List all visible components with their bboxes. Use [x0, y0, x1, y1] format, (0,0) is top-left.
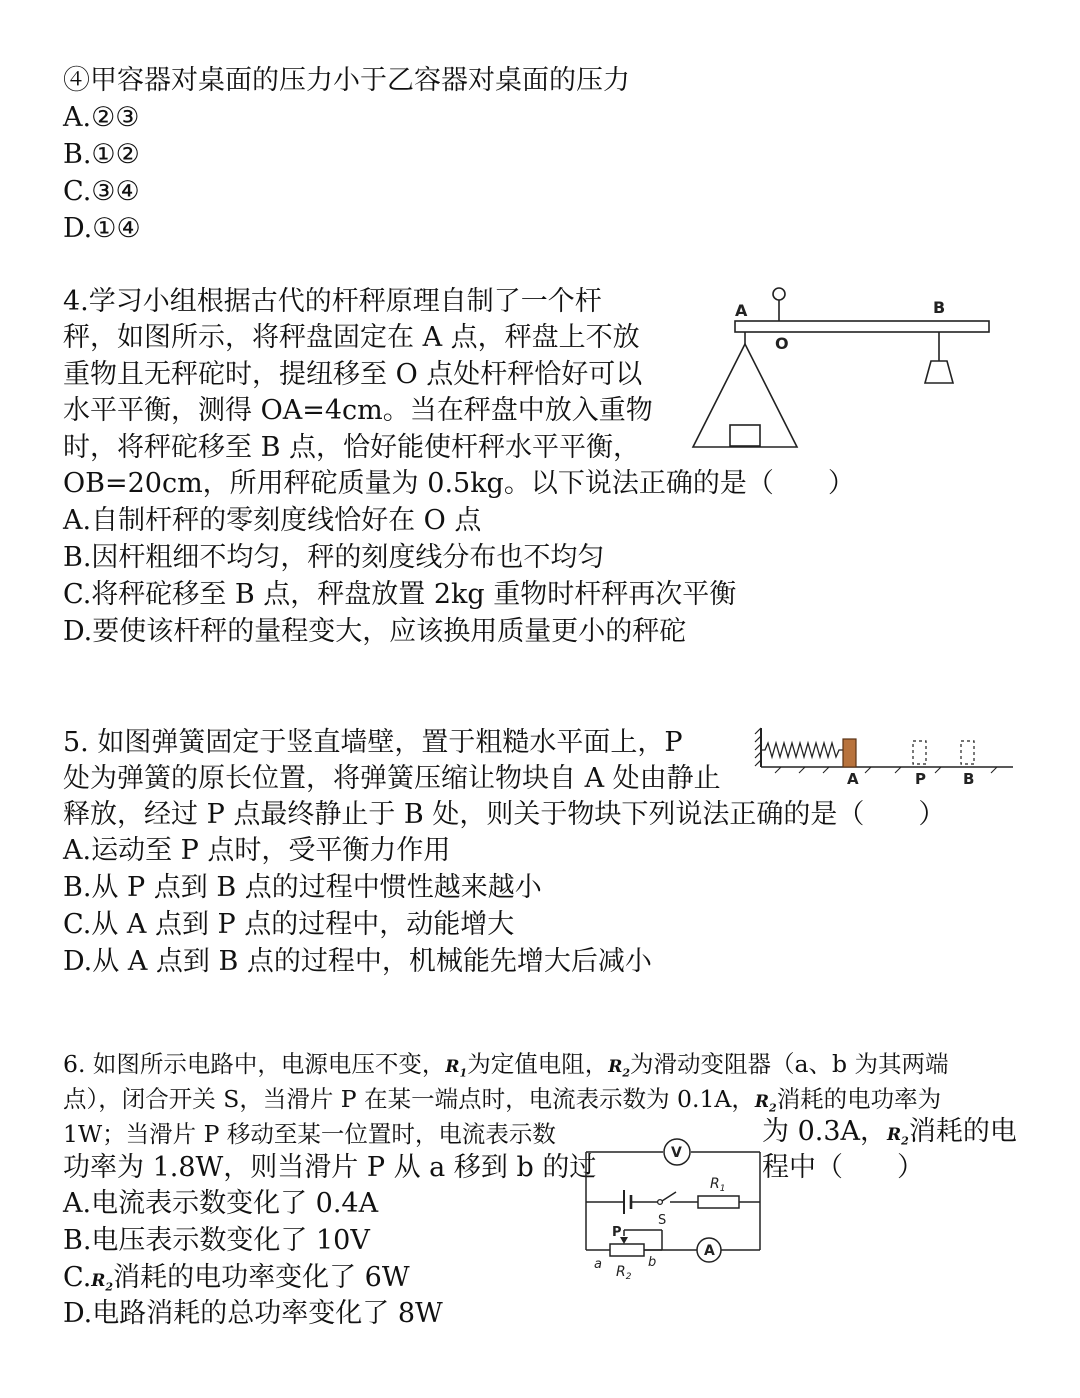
resistor-r2-symbol: $R_2$ [608, 1057, 630, 1080]
heavy-object [730, 425, 760, 446]
block-ghost-p [913, 741, 926, 764]
q5-option-a: A.运动至 P 点时，受平衡力作用 [63, 835, 451, 866]
resistor-r2-symbol: $R_2$ [754, 1092, 777, 1115]
q4-option-b: B.因杆粗细不均匀，秤的刻度线分布也不均匀 [63, 542, 605, 573]
resistor-r2-symbol: $R_2$ [91, 1271, 114, 1294]
switch-label: S [658, 1213, 667, 1228]
r2-label: $R_2$ [616, 1264, 632, 1282]
label-a: A [735, 301, 748, 320]
q6-stem-line-3 [63, 1117, 556, 1151]
block-ghost-b [961, 741, 974, 764]
label-b: B [933, 298, 946, 317]
label-p: P [915, 770, 926, 788]
q6-option-d: D.电路消耗的总功率变化了 8W [63, 1298, 443, 1329]
q3-option-c: C.③④ [63, 176, 140, 207]
q6-option-c: $C.R_2$消耗的电功率变化了 6W [63, 1262, 410, 1294]
q6-stem-line-4-right: 程中（ ） [762, 1152, 924, 1183]
q4-option-d: D.要使该杆秤的量程变大，应该换用质量更小的秤砣 [63, 616, 687, 647]
q6-text: 消耗的电功率为 [776, 1085, 942, 1113]
resistor-r2-symbol: $R_2$ [887, 1125, 909, 1148]
q6-option-b: B.电压表示数变化了 10V [63, 1225, 370, 1256]
lever-bar [735, 321, 989, 332]
resistor-r1 [698, 1196, 739, 1208]
q4-stem-line: OB=20cm，所用秤砣质量为 0.5kg。以下说法正确的是（ ） [63, 468, 855, 499]
rheostat-r2 [610, 1244, 644, 1256]
q4-stem-line: 秤，如图所示，将秤盘固定在 A 点，秤盘上不放 [63, 322, 640, 353]
counterweight [925, 361, 953, 383]
end-b-label: b [648, 1255, 657, 1270]
q6-text: 点），闭合开关 S，当滑片 P 在某一端点时，电流表示数为 0.1A， [63, 1085, 755, 1113]
q3-statement-4: ④甲容器对桌面的压力小于乙容器对桌面的压力 [63, 65, 630, 96]
circuit-figure [580, 1138, 766, 1288]
q5-option-d: D.从 A 点到 B 点的过程中，机械能先增大后减小 [63, 946, 652, 977]
q4-option-c: C.将秤砣移至 B 点，秤盘放置 2kg 重物时杆秤再次平衡 [63, 579, 737, 610]
q6-stem-line-4: 功率为 1.8W，则当滑片 P 从 a 移到 b 的过 [63, 1152, 597, 1183]
q5-stem-line: 处为弹簧的原长位置，将弹簧压缩让物块自 A 处由静止 [63, 763, 721, 794]
q5-stem-line: 释放，经过 P 点最终静止于 B 处，则关于物块下列说法正确的是（ ） [63, 799, 946, 830]
switch-icon [662, 1192, 676, 1201]
voltmeter-label: V [671, 1145, 682, 1161]
q4-stem-line: 时，将秤砣移至 B 点，恰好能使杆秤水平平衡， [63, 432, 641, 463]
q6-text: 为定值电阻， [467, 1050, 609, 1078]
q6-text: 为滑动变阻器（a、b 为其两端 [630, 1050, 949, 1078]
spring [761, 743, 843, 757]
q5-option-c: C.从 A 点到 P 点的过程中，动能增大 [63, 909, 515, 940]
q4-stem-line: 重物且无秤砣时，提纽移至 O 点处杆秤恰好可以 [63, 359, 643, 390]
label-o: O [775, 334, 789, 353]
resistor-r1-symbol: $R_1$ [445, 1057, 468, 1080]
q4-stem-line: 水平平衡，测得 OA=4cm。当在秤盘中放入重物 [63, 395, 653, 426]
q6-text: 6. 如图所示电路中，电源电压不变， [63, 1050, 446, 1078]
q3-option-d: D.①④ [63, 213, 141, 244]
label-a: A [847, 770, 859, 788]
q6-option-a: A.电流表示数变化了 0.4A [63, 1188, 379, 1219]
block [843, 739, 856, 767]
q6-text: 消耗的电 [908, 1116, 1017, 1147]
q6-text: 为 0.3A， [762, 1116, 888, 1147]
r1-label: $R_1$ [710, 1176, 726, 1194]
q3-option-b: B.①② [63, 139, 140, 170]
q5-stem-line: 5. 如图弹簧固定于竖直墙壁，置于粗糙水平面上，P [63, 727, 683, 758]
steelyard-figure [685, 282, 995, 454]
lift-knob [773, 288, 785, 300]
label-b: B [963, 770, 975, 788]
ammeter-label: A [704, 1243, 715, 1259]
q4-stem-line: 4.学习小组根据古代的杆秤原理自制了一个杆 [63, 286, 602, 317]
spring-figure [755, 722, 1017, 788]
q3-option-a: A.②③ [63, 102, 140, 133]
q6-text: 1W；当滑片 P 移动至某一位置时，电流表示数 [63, 1120, 556, 1148]
q4-option-a: A.自制杆秤的零刻度线恰好在 O 点 [63, 505, 482, 536]
end-a-label: a [594, 1257, 602, 1272]
q5-option-b: B.从 P 点到 B 点的过程中惯性越来越小 [63, 872, 542, 903]
slider-label: P [612, 1225, 622, 1240]
